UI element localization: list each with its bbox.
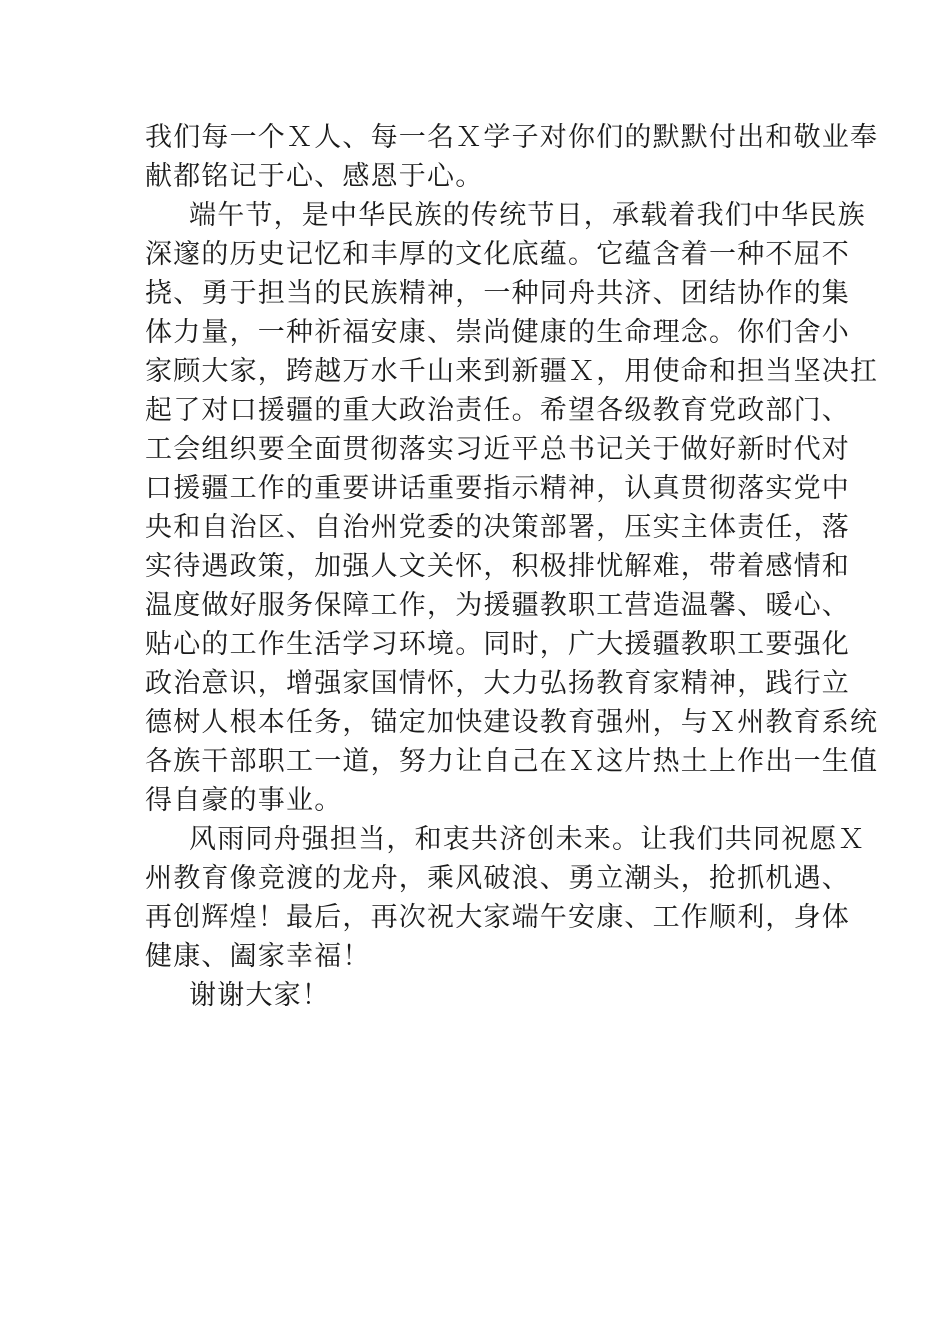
- text-line: 风雨同舟强担当，和衷共济创未来。让我们共同祝愿Ｘ: [189, 824, 866, 855]
- text-line: 端午节，是中华民族的传统节日，承载着我们中华民族: [189, 200, 866, 231]
- text-line: 我们每一个Ｘ人、每一名Ｘ学子对你们的默默付出和敬业奉: [145, 122, 879, 153]
- text-line: 体力量，一种祈福安康、崇尚健康的生命理念。你们舍小: [145, 317, 850, 348]
- text-line: 深邃的历史记忆和丰厚的文化底蕴。它蕴含着一种不屈不: [145, 239, 850, 270]
- text-line: 温度做好服务保障工作，为援疆教职工营造温馨、暖心、: [145, 590, 850, 621]
- text-line: 央和自治区、自治州党委的决策部署，压实主体责任，落: [145, 512, 850, 543]
- text-line: 再创辉煌！最后，再次祝大家端午安康、工作顺利，身体: [145, 902, 850, 933]
- text-line: 口援疆工作的重要讲话重要指示精神，认真贯彻落实党中: [145, 473, 850, 504]
- paragraph-dragon-boat-festival: [145, 196, 879, 820]
- text-line: 工会组织要全面贯彻落实习近平总书记关于做好新时代对: [145, 434, 850, 465]
- paragraph-gratitude: [145, 118, 879, 196]
- text-line: 贴心的工作生活学习环境。同时，广大援疆教职工要强化: [145, 629, 850, 660]
- text-line: 献都铭记于心、感恩于心。: [145, 161, 484, 192]
- paragraph-thanks: [145, 976, 810, 1015]
- text-line: 起了对口援疆的重大政治责任。希望各级教育党政部门、: [145, 395, 850, 426]
- text-line: 州教育像竞渡的龙舟，乘风破浪、勇立潮头，抢抓机遇、: [145, 863, 850, 894]
- text-line: 实待遇政策，加强人文关怀，积极排忧解难，带着感情和: [145, 551, 850, 582]
- text-line: 得自豪的事业。: [145, 785, 343, 816]
- text-line: 家顾大家，跨越万水千山来到新疆Ｘ，用使命和担当坚决扛: [145, 356, 879, 387]
- text-line: 德树人根本任务，锚定加快建设教育强州，与Ｘ州教育系统: [145, 707, 879, 738]
- text-line: 各族干部职工一道，努力让自己在Ｘ这片热土上作出一生值: [145, 746, 879, 777]
- text-line: 谢谢大家！: [189, 980, 330, 1011]
- text-line: 健康、阖家幸福！: [145, 941, 371, 972]
- document-body: [145, 118, 879, 1015]
- text-line: 政治意识，增强家国情怀，大力弘扬教育家精神，践行立: [145, 668, 850, 699]
- paragraph-closing-wishes: [145, 820, 866, 976]
- text-line: 挠、勇于担当的民族精神，一种同舟共济、团结协作的集: [145, 278, 850, 309]
